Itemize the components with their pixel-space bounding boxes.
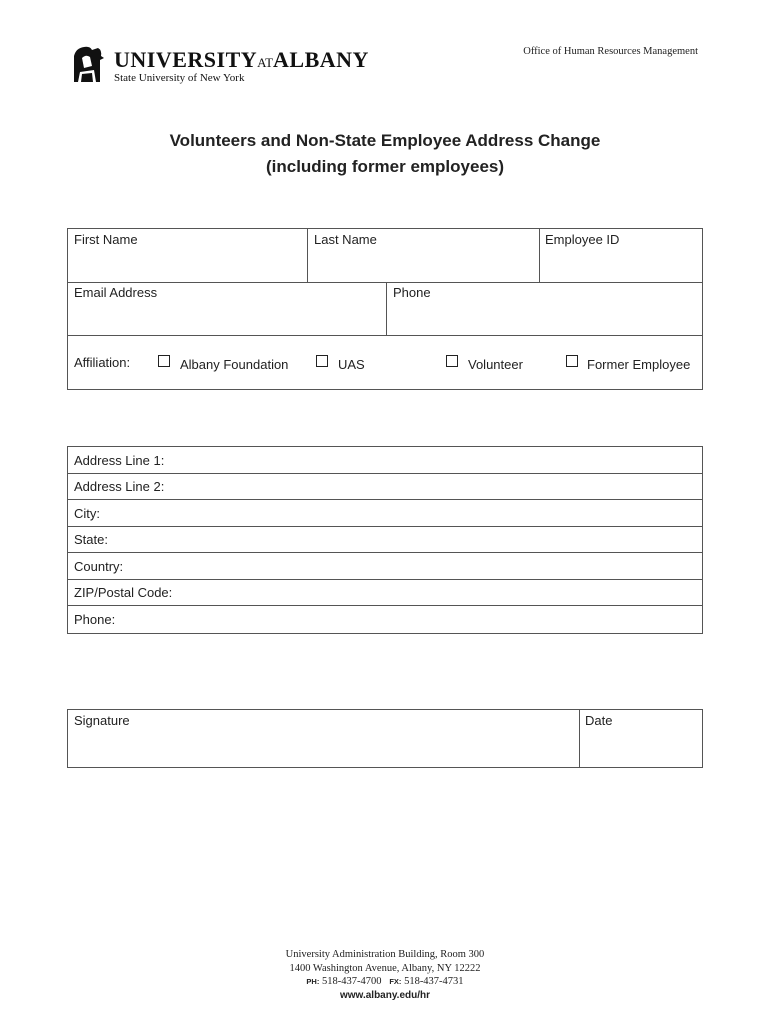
volunteer-label: Volunteer xyxy=(468,357,523,372)
date-label: Date xyxy=(585,713,613,728)
footer-website-link[interactable]: www.albany.edu/hr xyxy=(339,989,430,1001)
first-name-field[interactable] xyxy=(68,229,307,282)
employee-id-field[interactable] xyxy=(540,229,702,282)
address-line-1-field[interactable] xyxy=(68,447,702,474)
zip-postal-code-label: ZIP/Postal Code: xyxy=(74,585,173,600)
albany-foundation-label: Albany Foundation xyxy=(180,357,289,372)
divider xyxy=(68,335,702,336)
phone-field[interactable] xyxy=(387,283,702,335)
footer-building: University Administration Building, Room 300 xyxy=(285,949,485,960)
state-field[interactable] xyxy=(68,527,702,553)
logo-wordmark xyxy=(114,47,369,73)
office-name: Office of Human Resources Management xyxy=(523,46,698,57)
address-section xyxy=(67,446,703,634)
city-field[interactable] xyxy=(68,500,702,527)
address-line-2-label: Address Line 2: xyxy=(74,479,165,494)
phone-label: Phone xyxy=(393,285,431,300)
footer-fax: 518-437-4731 xyxy=(404,976,464,987)
footer-phone: 518-437-4700 xyxy=(321,976,382,987)
logo-albany-text: ALBANY xyxy=(273,47,369,72)
logo-university-text: UNIVERSITY xyxy=(114,47,258,72)
address-phone-field[interactable] xyxy=(68,606,702,633)
identity-section xyxy=(67,228,703,390)
minerva-logo-icon xyxy=(70,44,106,84)
uas-label: UAS xyxy=(338,357,365,372)
footer-street: 1400 Washington Avenue, Albany, NY 12222 xyxy=(289,962,481,974)
country-field[interactable] xyxy=(68,553,702,580)
affiliation-label: Affiliation: xyxy=(74,355,131,370)
logo-subtitle: State University of New York xyxy=(114,72,245,84)
date-field[interactable] xyxy=(580,710,702,767)
last-name-label: Last Name xyxy=(314,232,377,247)
former-employee-label: Former Employee xyxy=(587,357,691,372)
uas-checkbox[interactable] xyxy=(316,355,328,367)
phone-tag: PH: xyxy=(306,977,320,986)
signature-section xyxy=(67,709,703,768)
email-label: Email Address xyxy=(74,285,158,300)
email-field[interactable] xyxy=(68,283,386,335)
logo-at-text: AT xyxy=(257,55,274,70)
country-label: Country: xyxy=(74,559,124,574)
fax-tag: FX: xyxy=(389,977,402,986)
zip-postal-code-field[interactable] xyxy=(68,580,702,606)
signature-field[interactable] xyxy=(68,710,579,767)
first-name-label: First Name xyxy=(74,232,138,247)
last-name-field[interactable] xyxy=(308,229,539,282)
albany-foundation-checkbox[interactable] xyxy=(158,355,170,367)
footer xyxy=(0,948,770,1002)
form-title-line2: (including former employees) xyxy=(265,157,505,176)
address-line-1-label: Address Line 1: xyxy=(74,453,165,468)
volunteer-checkbox[interactable] xyxy=(446,355,458,367)
address-phone-label: Phone: xyxy=(74,612,116,627)
former-employee-checkbox[interactable] xyxy=(566,355,578,367)
university-logo xyxy=(70,44,390,88)
state-label: State: xyxy=(74,532,108,547)
city-label: City: xyxy=(74,506,100,521)
form-title xyxy=(0,128,770,180)
form-title-line1: Volunteers and Non-State Employee Address Change xyxy=(169,131,601,150)
signature-label: Signature xyxy=(74,713,130,728)
footer-contact xyxy=(0,975,770,989)
address-line-2-field[interactable] xyxy=(68,474,702,500)
employee-id-label: Employee ID xyxy=(545,232,620,247)
